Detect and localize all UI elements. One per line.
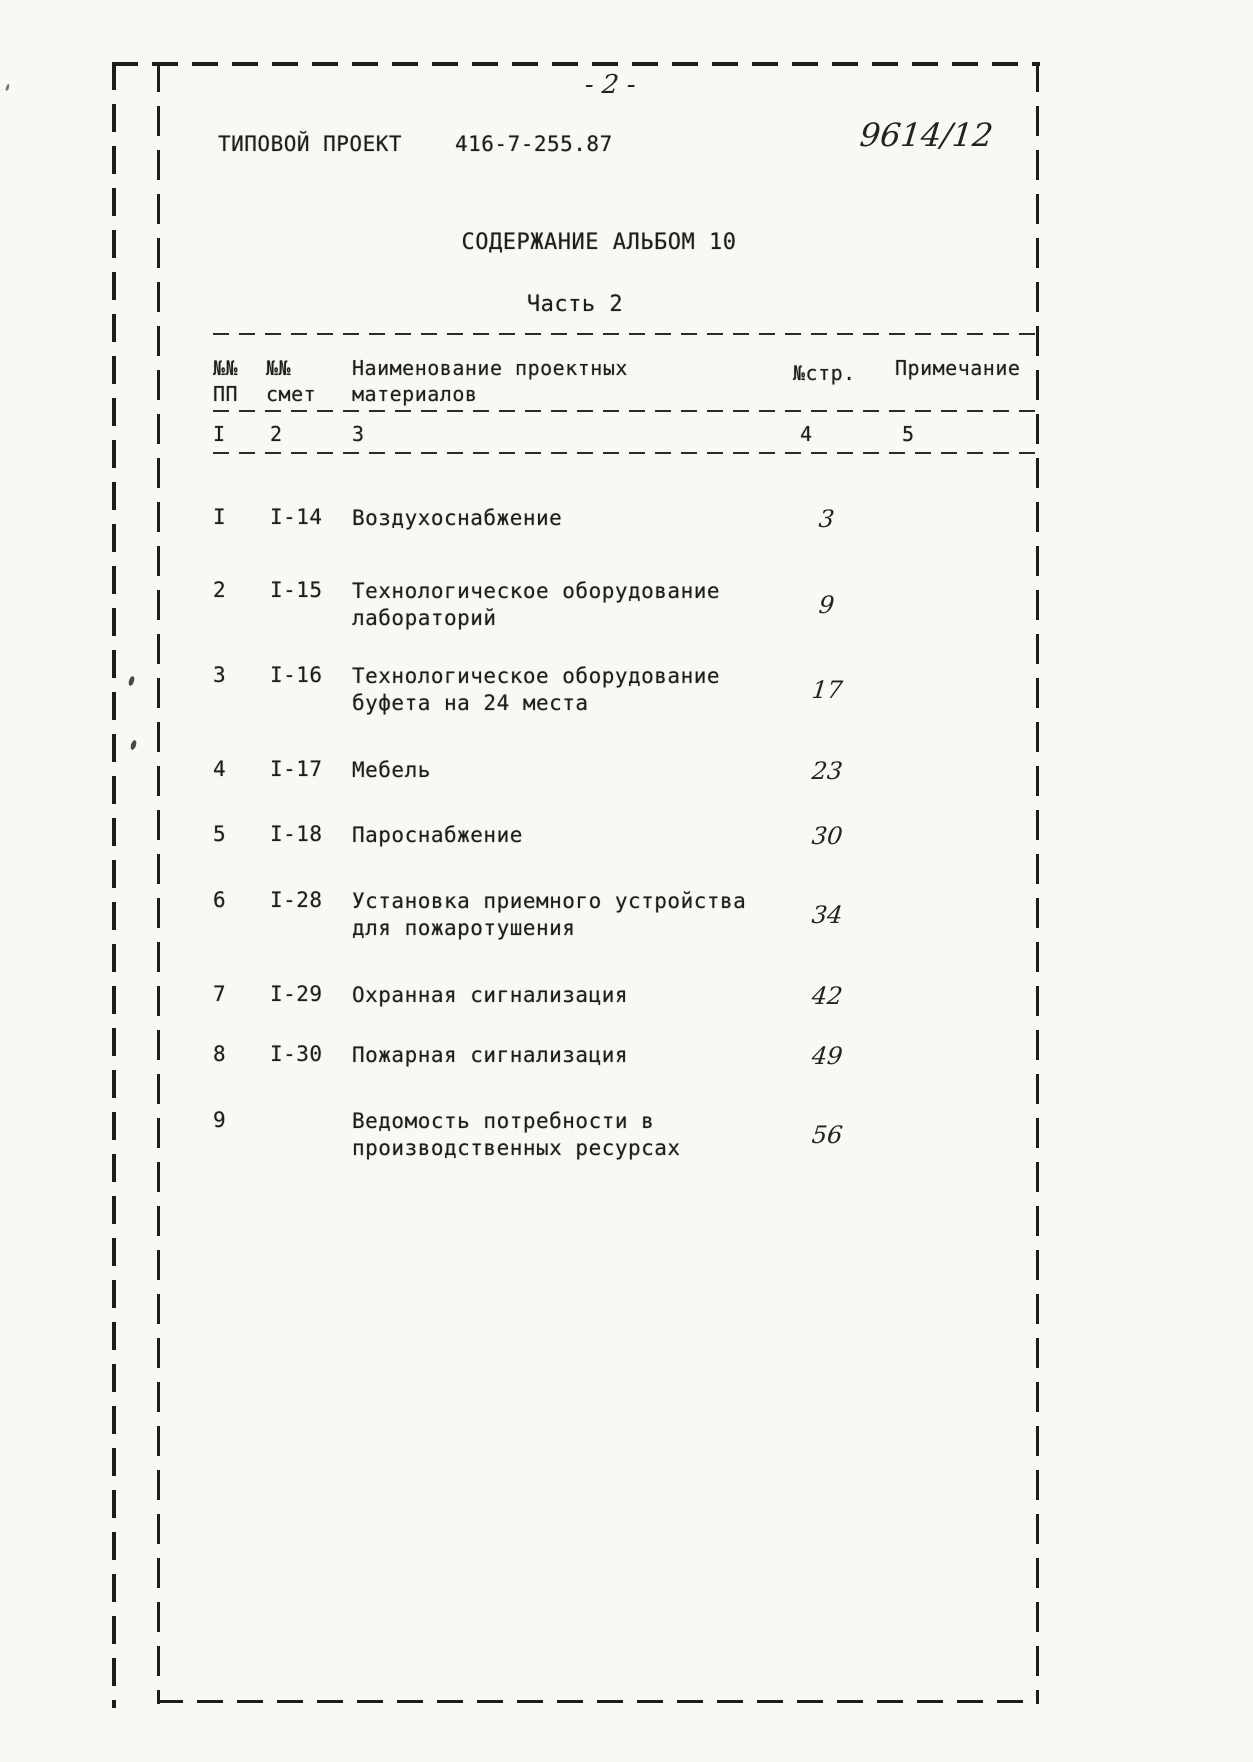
row-note (902, 982, 1043, 1010)
table-body (213, 498, 1043, 1198)
col-header-material-name: Наименование проектных материалов (352, 356, 628, 406)
estimate-number: I-18 (270, 822, 323, 846)
row-note (902, 1108, 1043, 1162)
row-note (902, 1042, 1043, 1070)
estimate-number: I-16 (270, 663, 323, 687)
page-ref: 56 (810, 1121, 844, 1149)
material-name: Технологическое оборудование лабораторий (352, 579, 721, 630)
row-number: 8 (213, 1042, 227, 1066)
column-index: I (213, 422, 226, 446)
scan-speck (5, 84, 10, 92)
frame-bottom-border (157, 1700, 1039, 1703)
material-name: Установка приемного устройства для пожаротушения (352, 889, 747, 940)
col-header-estimate-number (266, 355, 316, 407)
row-note (902, 505, 1043, 533)
col-header-line: №№ (213, 356, 239, 380)
col-header-item-number (213, 355, 238, 407)
page-ref: 17 (810, 676, 844, 704)
table-row (213, 505, 1043, 533)
material-name: Ведомость потребности в производственных ресурсах (352, 1109, 681, 1160)
row-note (902, 888, 1043, 942)
table-row (213, 663, 1043, 717)
table-row (213, 1108, 1043, 1162)
row-note (902, 578, 1043, 632)
document-subtitle: Часть 2 (526, 292, 624, 317)
estimate-number (270, 1108, 352, 1162)
material-name: Воздухоснабжение (352, 506, 563, 530)
row-note (902, 663, 1043, 717)
frame-left-outer-border (112, 62, 116, 1708)
table-row (213, 578, 1043, 632)
col-header-line: №№ (266, 356, 292, 380)
table-row (213, 822, 1043, 850)
material-name: Мебель (352, 758, 431, 782)
col-header-line: ПП (213, 382, 239, 406)
row-number: 5 (213, 822, 227, 846)
col-header-note: Примечание (895, 356, 1021, 380)
column-index: 3 (352, 422, 365, 446)
column-index: 4 (800, 422, 813, 446)
table-row (213, 757, 1043, 785)
row-number: 6 (213, 888, 227, 912)
table-rule-below-index (213, 452, 1037, 454)
frame-top-border (112, 62, 1040, 66)
page-ref: 49 (810, 1042, 844, 1070)
material-name: Пожарная сигнализация (352, 1043, 629, 1067)
scan-speck (128, 675, 136, 686)
table-row (213, 888, 1043, 942)
page-ref: 42 (810, 982, 844, 1010)
table-row (213, 1042, 1043, 1070)
table-rule-top (213, 333, 1037, 335)
page-ref: 30 (810, 822, 844, 850)
handwritten-stamp-number: 9614/12 (858, 116, 995, 154)
page-ref: 23 (810, 757, 844, 785)
row-number: 2 (213, 578, 227, 602)
row-note (902, 822, 1043, 850)
row-number: 3 (213, 663, 227, 687)
row-number: 9 (213, 1108, 227, 1132)
row-number: 7 (213, 982, 227, 1006)
material-name: Технологическое оборудование буфета на 24 места (352, 664, 721, 715)
project-type-label: ТИПОВОЙ ПРОЕКТ (218, 132, 403, 156)
col-header-line: смет (266, 382, 317, 406)
estimate-number: I-28 (270, 888, 323, 912)
column-index: 5 (902, 422, 915, 446)
page-number: - 2 - (583, 70, 637, 100)
row-note (902, 757, 1043, 785)
page-ref: 3 (817, 505, 837, 533)
row-number: I (213, 505, 227, 529)
row-number: 4 (213, 757, 227, 781)
project-number: 416-7-255.87 (455, 132, 613, 156)
page-ref: 34 (810, 901, 844, 929)
table-rule-below-header (213, 410, 1037, 412)
document-title: СОДЕРЖАНИЕ АЛЬБОМ 10 (461, 230, 737, 255)
scan-speck (130, 739, 138, 750)
estimate-number: I-29 (270, 982, 323, 1006)
estimate-number: I-17 (270, 757, 323, 781)
estimate-number: I-30 (270, 1042, 323, 1066)
column-index-row (213, 422, 1037, 446)
table-row (213, 982, 1043, 1010)
page-ref: 9 (817, 591, 837, 619)
material-name: Охранная сигнализация (352, 983, 629, 1007)
column-index: 2 (270, 422, 283, 446)
estimate-number: I-15 (270, 578, 323, 602)
material-name: Пароснабжение (352, 823, 523, 847)
col-header-page: №стр. (793, 361, 856, 385)
estimate-number: I-14 (270, 505, 323, 529)
